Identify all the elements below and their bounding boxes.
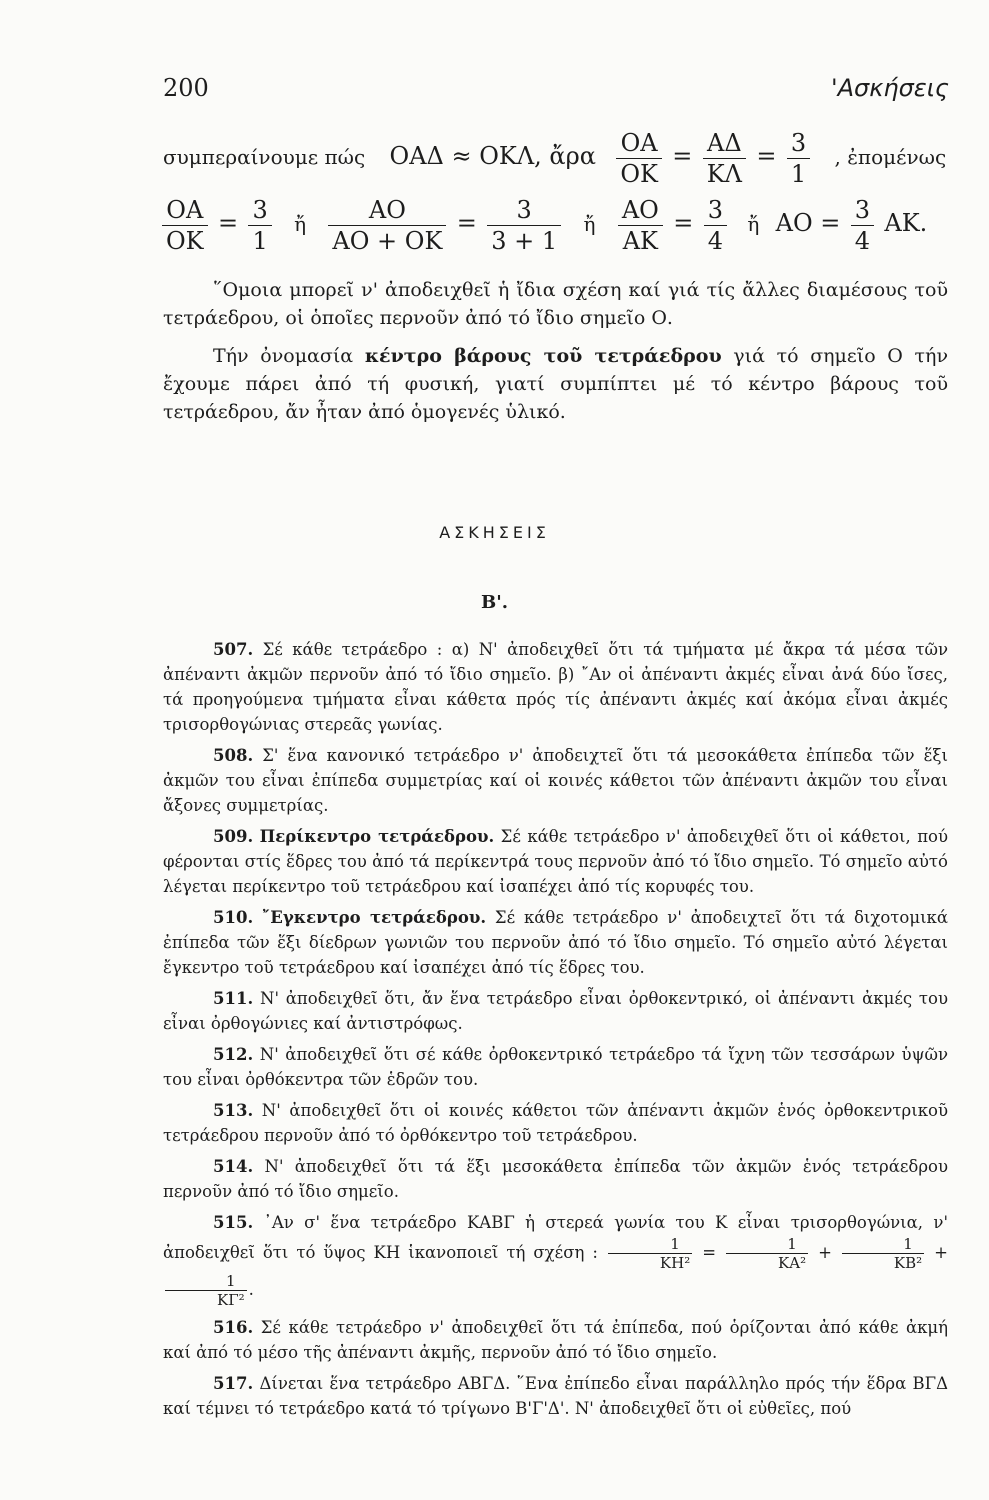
exercise-511: 511. Ν' ἀποδειχθεῖ ὅτι, ἄν ἕνα τετράεδρο εἶναι ὀρθοκεντρικό, οἱ ἀπέναντι ἀκμές του εἶναι ὀρθογώνιες καί ἀντιστρόφως. [163,989,948,1033]
eq2-fraction-3-1: $\frac{3}{1}$ [248,195,271,256]
eq1-fraction-oa-ok: $\frac{OA}{OK}$ [616,128,662,189]
section-subtitle: Β'. [481,592,508,613]
equation-line-2: $\frac{OA}{OK}$ = $\frac{3}{1}$ ἤ $\frac{AO}{AO + OK}$ = $\frac{3}{3 + 1}$ ἤ $\frac{AO}{AK}$ = $\frac{3}{4}$ ἤ ΑΟ = $\frac{3}{4}$ ΑΚ. [158,195,927,256]
exercise-515: 515. ᾽Αν σ' ἕνα τετράεδρο ΚΑΒΓ ἡ στερεά γωνία του Κ εἶναι τρισορθογώνια, ν' ἀποδειχθεῖ ὅτι τό ὕψος ΚΗ ἱκανοποιεῖ τή σχέση : $\frac{1}{\text{ΚΗ²}}$ = $\frac{1}{\text{ΚΑ²}}$ + $\frac{1}{\text{ΚΒ²}}$ + $\frac{1}{\text{ΚΓ²}}$ . [163,1213,948,1309]
ex515-fraction-kg: $\frac{1}{\text{ΚΓ²}}$ [165,1272,247,1309]
eq1-similarity: ΟΑΔ ≈ ΟΚΛ, ἄρα [389,142,596,170]
eq2-ao: ΑΟ = [775,209,841,237]
page-number: 200 [163,74,209,102]
exercise-513: 513. Ν' ἀποδειχθεῖ ὅτι οἱ κοινές κάθετοι τῶν ἀπέναντι ἀκμῶν ἑνός ὀρθοκεντρικοῦ τετράεδρου περνοῦν ἀπό τό ὀρθόκεντρο τοῦ τετράεδρου. [163,1101,948,1145]
ex515-fraction-kb: $\frac{1}{\text{ΚΒ²}}$ [842,1235,924,1272]
exercise-510: 510. ῎Εγκεντρο τετράεδρου. Σέ κάθε τετράεδρο ν' ἀποδειχτεῖ ὅτι τά διχοτομικά ἐπίπεδα τῶν ἕξι δίεδρων γωνιῶν του περνοῦν ἀπό τό ἴδιο σημεῖο. Τό σημεῖο αὐτό λέγεται ἔγκεντρο τοῦ τετράεδρου καί ἰσαπέχει ἀπό τίς ἕδρες του. [163,908,948,977]
eq2-or-2: ἤ [583,212,596,236]
exercise-516: 516. Σέ κάθε τετράεδρο ν' ἀποδειχθεῖ ὅτι τά ἐπίπεδα, πού ὁρίζονται ἀπό κάθε ἀκμή καί ἀπό τό μέσο τῆς ἀπέναντι ἀκμῆς, περνοῦν ἀπό τό ἴδιο σημεῖο. [163,1318,949,1362]
eq2-fraction-3-4: $\frac{3}{4}$ [704,195,727,256]
exercise-509: 509. Περίκεντρο τετράεδρου. Σέ κάθε τετράεδρο ν' ἀποδειχθεῖ ὅτι οἱ κάθετοι, πού φέρονται στίς ἕδρες του ἀπό τά περίκεντρά τους περνοῦν ἀπό τό ἴδιο σημεῖο. Τό σημεῖο αὐτό λέγεται περίκεντρο τοῦ τετράεδρου καί ἰσαπέχει ἀπό τίς κορυφές του. [163,827,948,896]
term-center-of-mass: κέντρο βάρους τοῦ τετράεδρου [364,345,722,367]
exercise-514: 514. Ν' ἀποδειχθεῖ ὅτι τά ἕξι μεσοκάθετα ἐπίπεδα τῶν ἀκμῶν ἑνός τετράεδρου περνοῦν ἀπό τό ἴδιο σημεῖο. [163,1157,948,1201]
running-head: 'Ασκήσεις [831,74,949,102]
eq2-fraction-ao-ak: $\frac{AO}{AK}$ [618,195,663,256]
eq1-fraction-3-1: $\frac{3}{1}$ [787,128,810,189]
equation-line-1: συμπεραίνουμε πώς ΟΑΔ ≈ ΟΚΛ, ἄρα $\frac{OA}{OK}$ = $\frac{A\Delta}{K\Lambda}$ = $\frac{3}{1}$ , ἐπομένως [163,129,947,188]
exercise-508: 508. Σ' ἕνα κανονικό τετράεδρο ν' ἀποδειχτεῖ ὅτι τά μεσοκάθετα ἐπίπεδα τῶν ἕξι ἀκμῶν του εἶναι ἐπίπεδα συμμετρίας καί οἱ κοινές κάθετοι τῶν ἀπέναντι ἀκμῶν του εἶναι ἄξονες συμμετρίας. [163,746,948,815]
ex515-fraction-ka: $\frac{1}{\text{ΚΑ²}}$ [726,1235,808,1272]
eq2-fraction-3-sum: $\frac{3}{3 + 1}$ [487,195,561,256]
exercise-507: 507. Σέ κάθε τετράεδρο : α) Ν' ἀποδειχθεῖ ὅτι τά τμήματα μέ ἄκρα τά μέσα τῶν ἀπέναντι ἀκμῶν περνοῦν ἀπό τό ἴδιο σημεῖο. β) ῎Αν οἱ ἀπέναντι ἀκμές εἶναι ἀνά δύο ἴσες, τά προηγούμενα τμήματα εἶναι κάθετα πρός τίς ἀπέναντι ἀκμές καί ἀκόμα εἶναι ἀκμές τρισορθογώνιας στερεᾶς γωνίας. [163,640,948,734]
eq2-or-3: ἤ [747,212,760,236]
exercise-517: 517. Δίνεται ἕνα τετράεδρο ΑΒΓΔ. ῞Ενα ἐπίπεδο εἶναι παράλληλο πρός τήν ἕδρα ΒΓΔ καί τέμνει τό τετράεδρο κατά τό τρίγωνο Β'Γ'Δ'. Ν' ἀποδειχθεῖ ὅτι οἱ εὐθεῖες, πού [163,1374,948,1418]
eq2-fraction-ao-sum: $\frac{AO}{AO + OK}$ [328,195,446,256]
section-title: ΑΣΚΗΣΕΙΣ [439,523,550,542]
exercise-list [163,637,948,1427]
body-text [163,276,948,426]
eq1-prefix: συμπεραίνουμε πώς [163,145,366,169]
paragraph-2: Τήν ὀνομασία κέντρο βάρους τοῦ τετράεδρου γιά τό σημεῖο Ο τήν ἔχουμε πάρει ἀπό τή φυσική, γιατί συμπίπτει μέ τό κέντρο βάρους τοῦ τετράεδρου, ἄν ἦταν ἀπό ὁμογενές ὑλικό. [163,345,948,423]
ex515-fraction-kh: $\frac{1}{\text{ΚΗ²}}$ [608,1235,692,1272]
eq2-fraction-3-4-b: $\frac{3}{4}$ [851,195,874,256]
eq1-fraction-ad-kl: $\frac{A\Delta}{K\Lambda}$ [703,128,746,189]
eq1-suffix: , ἐπομένως [834,145,947,169]
exercise-512: 512. Ν' ἀποδειχθεῖ ὅτι σέ κάθε ὀρθοκεντρικό τετράεδρο τά ἴχνη τῶν τεσσάρων ὑψῶν του εἶναι ὀρθόκεντρα τῶν ἑδρῶν του. [163,1045,948,1089]
eq2-fraction-oa-ok: $\frac{OA}{OK}$ [162,195,208,256]
paragraph-1: ῞Ομοια μπορεῖ ν' ἀποδειχθεῖ ἡ ἴδια σχέση καί γιά τίς ἄλλες διαμέσους τοῦ τετράεδρου, οἱ ὁποῖες περνοῦν ἀπό τό ἴδιο σημεῖο Ο. [163,279,948,329]
eq2-ak: ΑΚ. [884,209,928,237]
eq2-or-1: ἤ [294,212,307,236]
